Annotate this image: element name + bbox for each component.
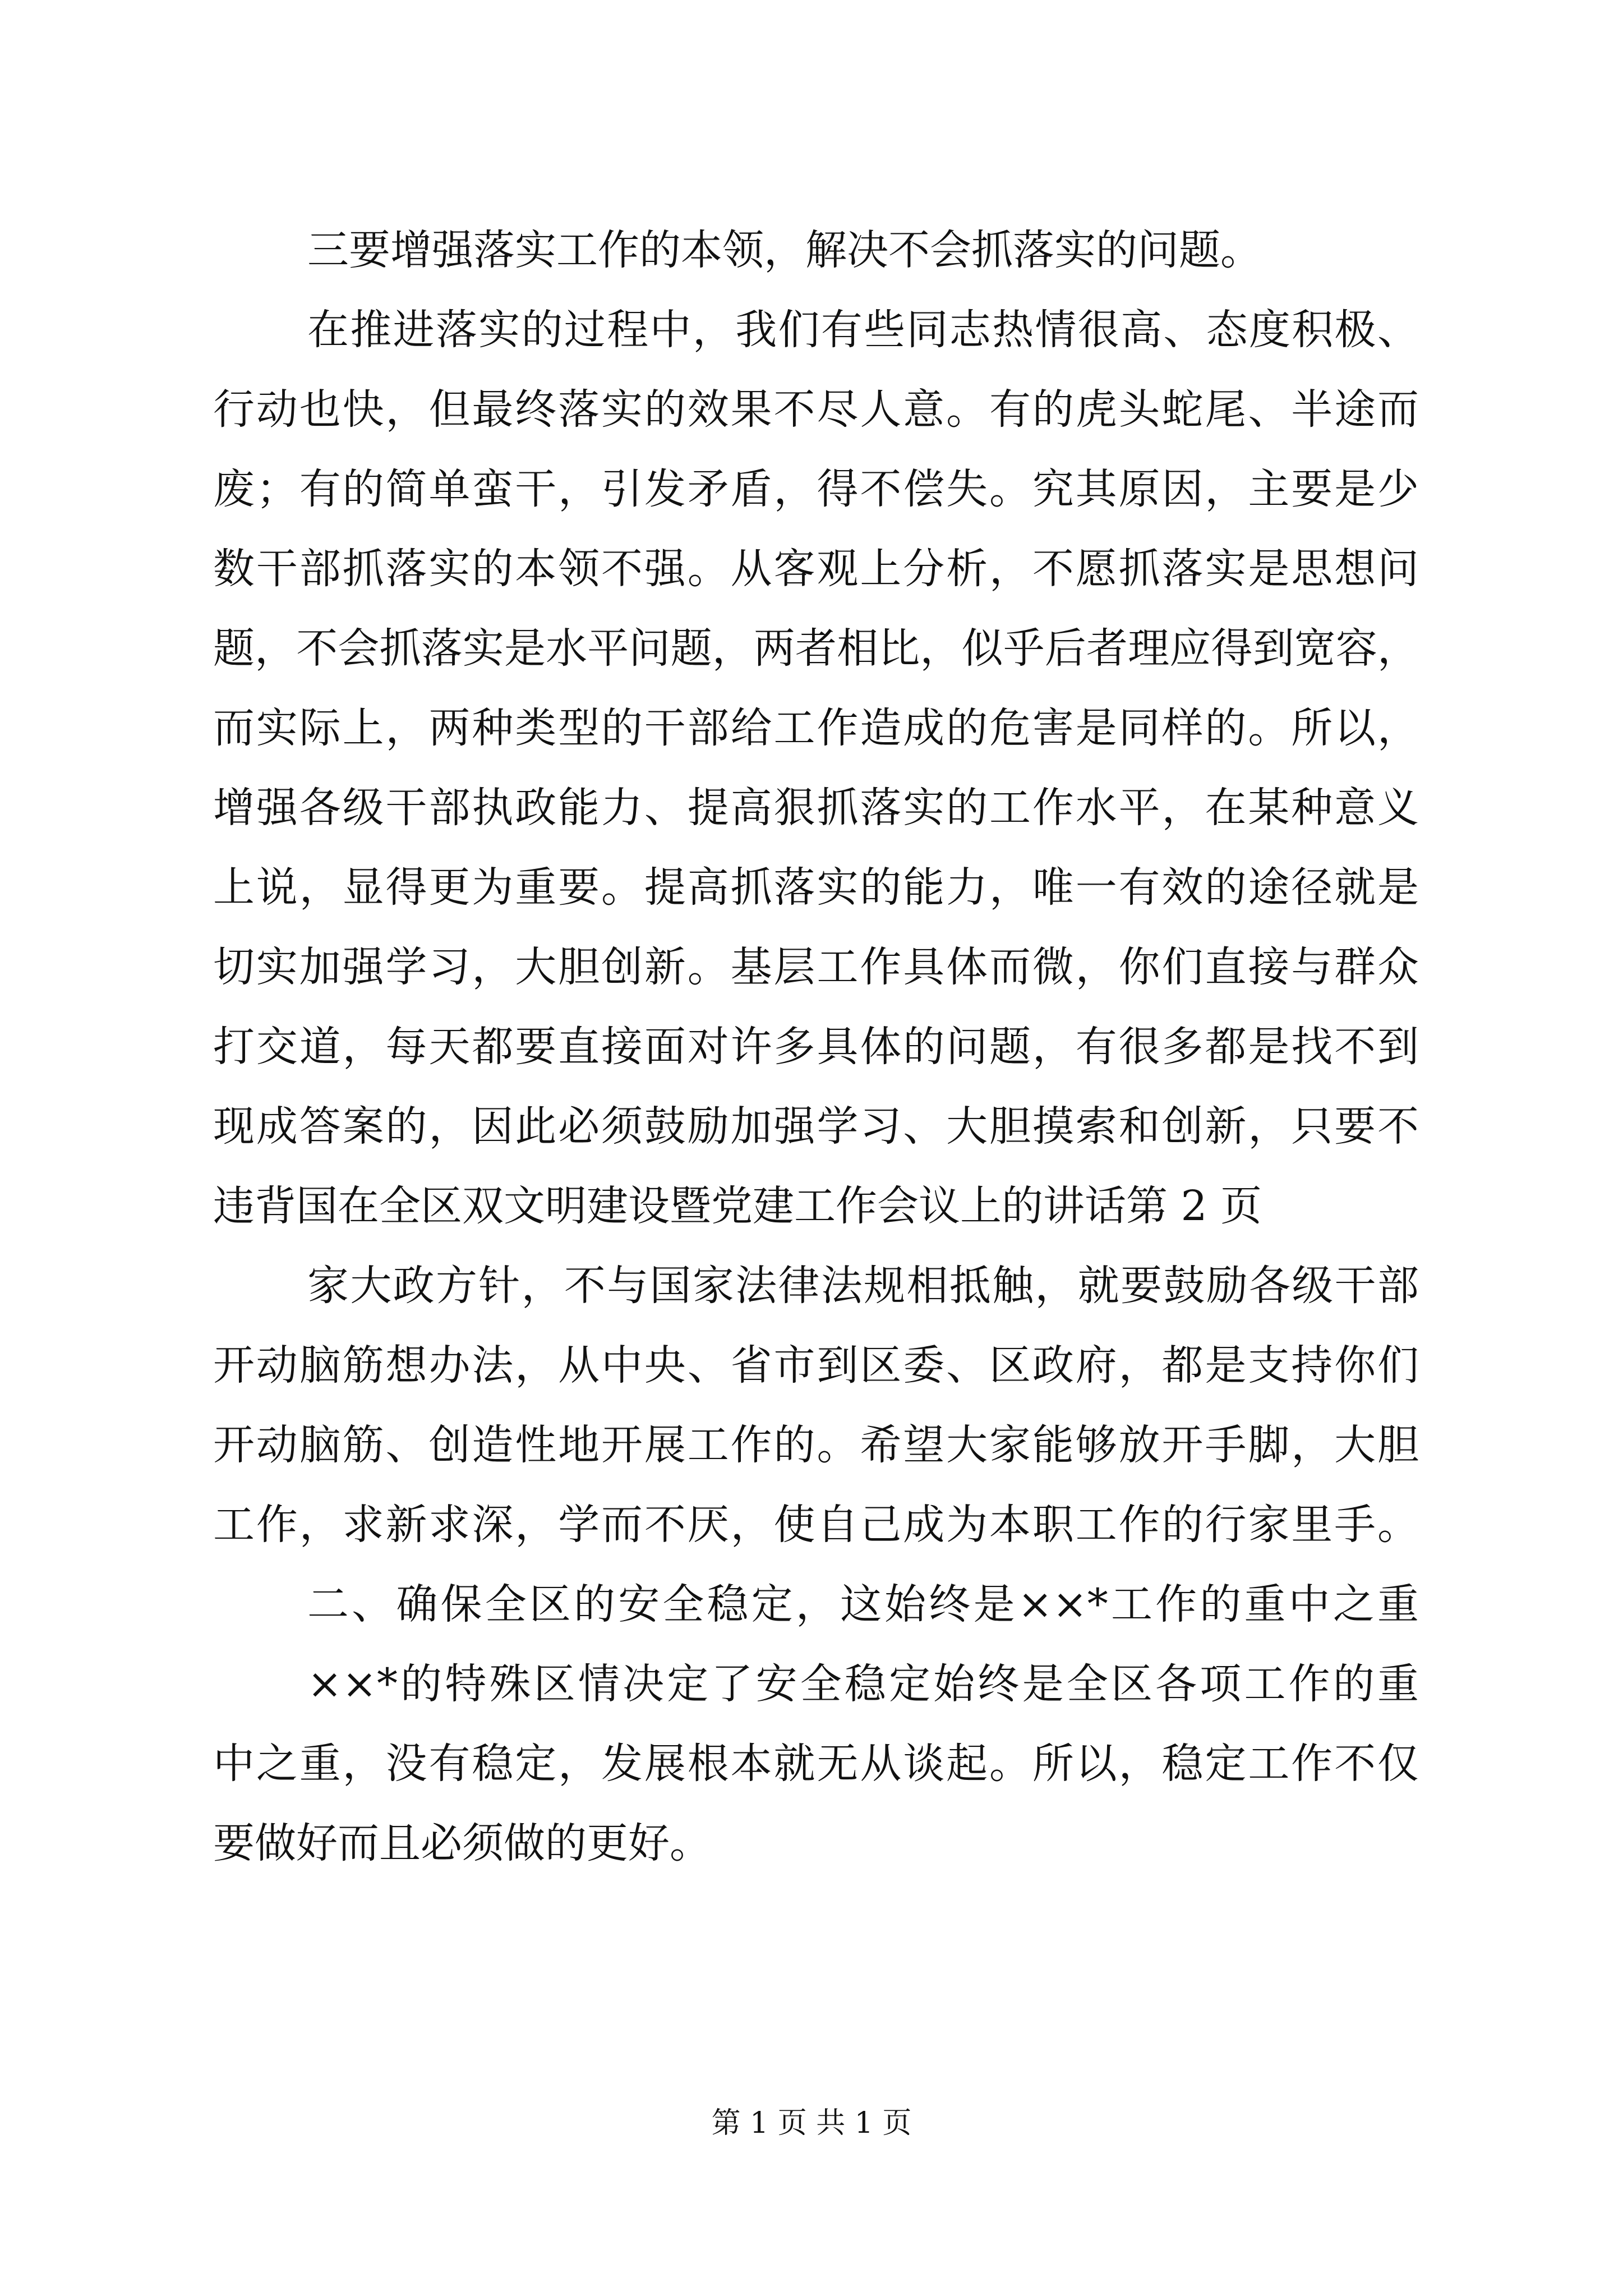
section-heading: 二、确保全区的安全稳定，这始终是××*工作的重中之重 [307, 1580, 1419, 1628]
text-line: 在推进落实的过程中，我们有些同志热情很高、态度积极、 [307, 306, 1419, 354]
text-line: 切实加强学习，大胆创新。基层工作具体而微，你们直接与群众 [213, 943, 1419, 991]
text-line: 中之重，没有稳定，发展根本就无从谈起。所以，稳定工作不仅 [213, 1740, 1419, 1788]
text-line: ××*的特殊区情决定了安全稳定始终是全区各项工作的重 [307, 1660, 1419, 1708]
text-line: 上说，显得更为重要。提高抓落实的能力，唯一有效的途径就是 [213, 863, 1419, 912]
text-line: 题，不会抓落实是水平问题，两者相比，似乎后者理应得到宽容， [213, 624, 1419, 673]
text-line: 而实际上，两种类型的干部给工作造成的危害是同样的。所以， [213, 704, 1419, 752]
text-line: 家大政方针，不与国家法律法规相抵触，就要鼓励各级干部 [307, 1262, 1419, 1310]
text-line: 开动脑筋、创造性地开展工作的。希望大家能够放开手脚，大胆 [213, 1421, 1419, 1469]
document-body [213, 210, 1419, 1883]
page-footer: 第 1 页 共 1 页 [711, 2106, 912, 2140]
text-line: 行动也快，但最终落实的效果不尽人意。有的虎头蛇尾、半途而 [213, 385, 1419, 434]
text-line: 要做好而且必须做的更好。 [213, 1819, 711, 1867]
text-line: 现成答案的，因此必须鼓励加强学习、大胆摸索和创新，只要不 [213, 1102, 1419, 1151]
text-line: 数干部抓落实的本领不强。从客观上分析，不愿抓落实是思想问 [213, 545, 1419, 593]
text-line: 开动脑筋想办法，从中央、省市到区委、区政府，都是支持你们 [213, 1341, 1419, 1389]
text-line: 工作，求新求深，学而不厌，使自己成为本职工作的行家里手。 [213, 1501, 1419, 1549]
text-line: 废；有的简单蛮干，引发矛盾，得不偿失。究其原因，主要是少 [213, 465, 1419, 513]
paragraph-heading-line: 三要增强落实工作的本领，解决不会抓落实的问题。 [307, 226, 1262, 274]
text-line-page-break: 违背国在全区双文明建设暨党建工作会议上的讲话第 2 页 [213, 1182, 1262, 1230]
text-line: 增强各级干部执政能力、提高狠抓落实的工作水平，在某种意义 [213, 784, 1419, 832]
text-line: 打交道，每天都要直接面对许多具体的问题，有很多都是找不到 [213, 1023, 1419, 1071]
